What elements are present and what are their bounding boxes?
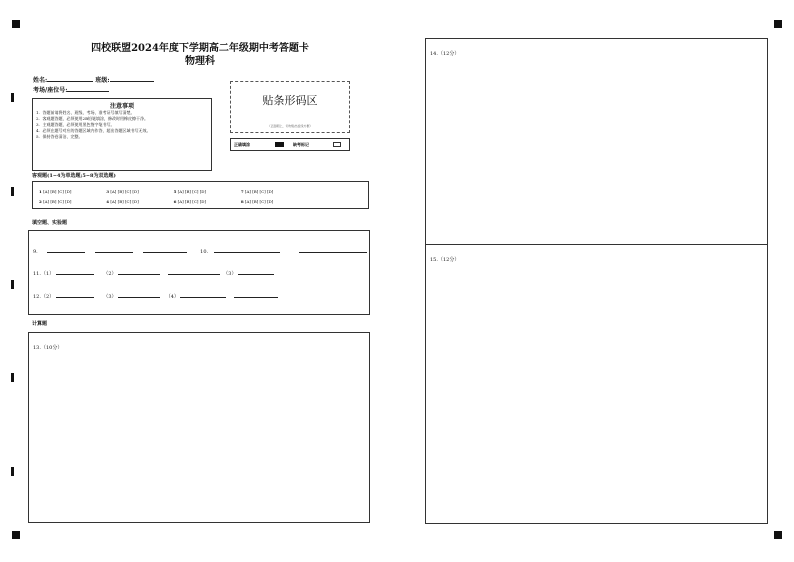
choice-q5[interactable]: 5 [A] [B] [C] [D]: [173, 189, 207, 194]
notice-item: 3．主观题答题，必须使用黑色签字笔书写。: [36, 122, 115, 127]
q9-label: 9.: [33, 249, 38, 255]
q10-blank-2[interactable]: [299, 244, 367, 253]
q11-label: 11.（1）: [33, 271, 55, 277]
fill-section-box: [28, 230, 370, 315]
subject-title: 物理科: [185, 56, 215, 67]
notice-title: 注意事项: [109, 103, 134, 110]
q15-answer-box[interactable]: [425, 244, 768, 524]
correct-fill-sample: [275, 142, 284, 147]
q12-row: [33, 289, 278, 300]
notice-item: 1．答题前请将姓名、班级、考场、准考证号填写清楚。: [36, 110, 135, 115]
barcode-area: [230, 81, 350, 133]
choice-q7[interactable]: 7 [A] [B] [C] [D]: [240, 189, 274, 194]
choice-q2[interactable]: 2 [A] [B] [C] [D]: [39, 199, 72, 204]
notice-box: [32, 98, 212, 171]
choice-q1[interactable]: 1 [A] [B] [C] [D]: [39, 189, 72, 194]
choice-row-1: [39, 189, 307, 194]
q11-blank-2[interactable]: [118, 266, 160, 275]
room-field[interactable]: [67, 83, 109, 92]
q12-blank-1[interactable]: [56, 289, 94, 298]
q12-blank-3[interactable]: [180, 289, 226, 298]
q12-blank-4[interactable]: [234, 289, 278, 298]
q11-blank-4[interactable]: [238, 266, 274, 275]
name-label: 姓名:: [33, 77, 48, 84]
q12-label-3: （3）: [103, 294, 117, 300]
barcode-hint: （正面朝上，切勿贴出虚线方框）: [267, 124, 313, 128]
absent-mark-checkbox[interactable]: [333, 142, 341, 147]
room-label: 考场/座位号:: [33, 87, 68, 94]
choice-q8[interactable]: 8 [A] [B] [C] [D]: [240, 199, 274, 204]
class-label: 班级:: [95, 77, 110, 84]
q12-blank-2[interactable]: [118, 289, 160, 298]
sheet-title: 四校联盟2024年度下学期高二年级期中考答题卡: [91, 43, 309, 54]
q11-label-2: （2）: [103, 271, 117, 277]
fill-section-title: 填空题、实验题: [32, 220, 68, 226]
correct-fill-label: 正确填涂: [234, 142, 250, 147]
q14-answer-box[interactable]: [425, 38, 768, 245]
q9-blank-1[interactable]: [47, 244, 85, 253]
q10-blank-1[interactable]: [214, 244, 280, 253]
q11-row: [33, 266, 274, 277]
q13-label: 13.（10分）: [33, 345, 63, 351]
class-field[interactable]: [110, 73, 154, 82]
q11-blank-1[interactable]: [56, 266, 94, 275]
corner-mark-bottom-right: [774, 531, 782, 539]
calc-section-title: 计算题: [32, 321, 48, 327]
q9-blank-3[interactable]: [143, 244, 187, 253]
corner-mark-top-left: [12, 20, 20, 28]
corner-mark-bottom-left: [12, 531, 20, 539]
choice-q4[interactable]: 4 [A] [B] [C] [D]: [106, 199, 139, 204]
q12-label-4: （4）: [165, 294, 179, 300]
barcode-label: 贴条形码区: [262, 94, 318, 107]
objective-box: [32, 181, 369, 209]
side-mark-2: [11, 187, 14, 196]
choice-row-2: [39, 199, 307, 204]
absent-mark-label: 缺考标记: [293, 142, 309, 147]
side-mark-1: [11, 93, 14, 102]
q12-label: 12.（2）: [33, 294, 55, 300]
room-row: [33, 83, 109, 94]
q13-answer-box[interactable]: [28, 332, 370, 523]
notice-item: 2．客观题答题，必须使用2B铅笔填涂，修改时用橡皮擦干净。: [36, 116, 149, 121]
side-mark-5: [11, 467, 14, 476]
fill-example-box: [230, 138, 350, 151]
corner-mark-top-right: [774, 20, 782, 28]
notice-item: 4．必须在题号对应的答题区域内作答，超出答题区域书写无效。: [36, 128, 151, 133]
q9-row: [33, 244, 367, 255]
q15-label: 15.（12分）: [430, 257, 460, 263]
q11-label-3: （3）: [223, 271, 237, 277]
choice-q6[interactable]: 6 [A] [B] [C] [D]: [173, 199, 207, 204]
objective-title: 客观题(1~4为单选题;5~8为双选题): [32, 173, 116, 179]
side-mark-3: [11, 280, 14, 289]
choice-q3[interactable]: 3 [A] [B] [C] [D]: [106, 189, 139, 194]
side-mark-4: [11, 373, 14, 382]
q14-label: 14.（12分）: [430, 51, 460, 57]
name-field[interactable]: [47, 73, 93, 82]
notice-item: 5．保持答卷清洁、完整。: [36, 134, 83, 139]
q9-blank-2[interactable]: [95, 244, 133, 253]
q10-label: 10.: [200, 249, 209, 255]
q11-blank-3[interactable]: [168, 266, 220, 275]
